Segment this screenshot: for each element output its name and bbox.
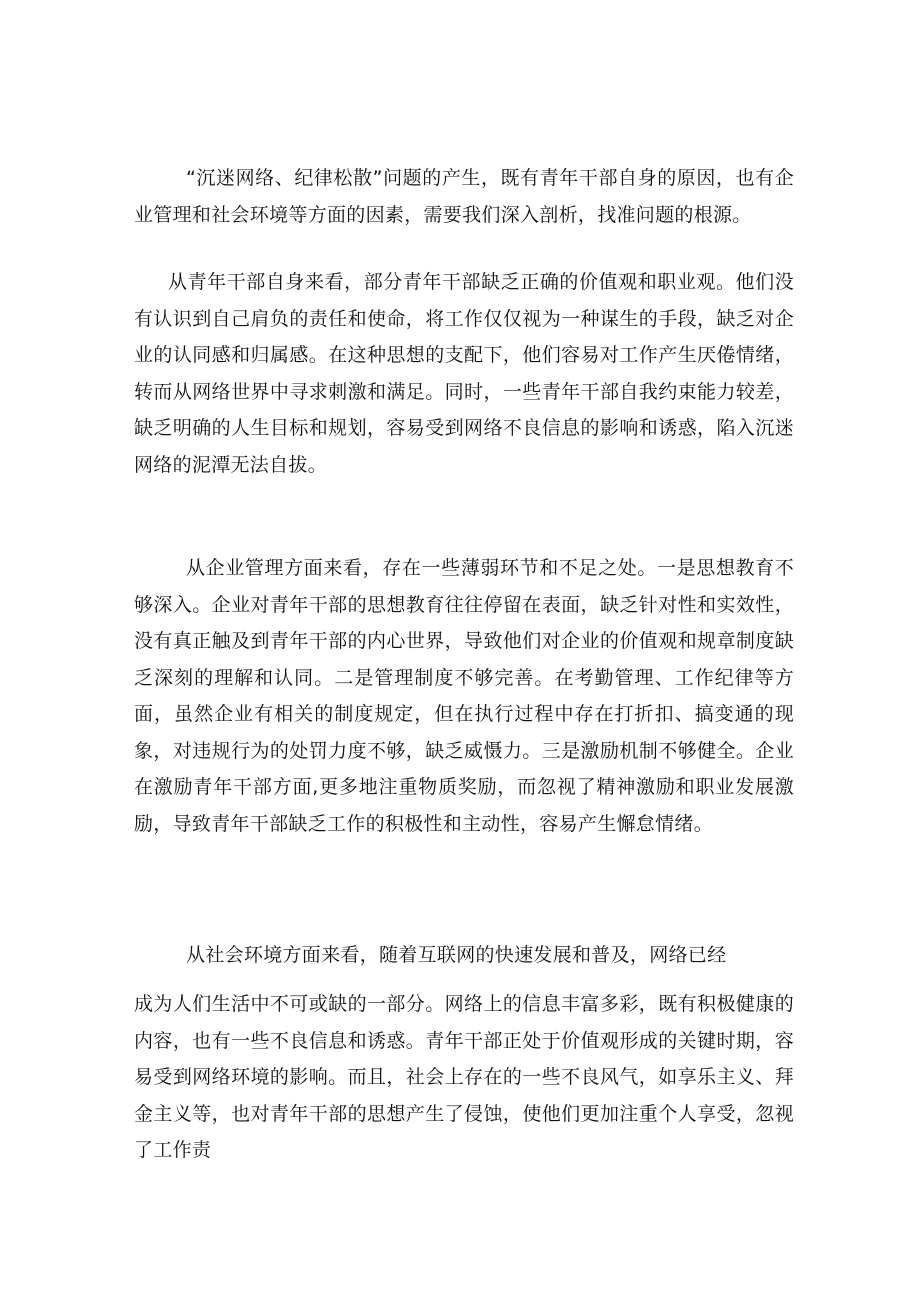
paragraph-problem-origin: “沉迷网络、纪律松散”问题的产生，既有青年干部自身的原因，也有企业管理和社会环境等方面的因素，需要我们深入剖析，找准问题的根源。	[134, 167, 794, 226]
paragraph-management-causes: 从企业管理方面来看，存在一些薄弱环节和不足之处。一是思想教育不够深入。企业对青年干部的思想教育往往停留在表面，缺乏针对性和实效性，没有真正触及到青年干部的内心世界，导致他们对企业的价值观和规章制度缺乏深刻的理解和认同。二是管理制度不够完善。在考勤管理、工作纪律等方面，虽然企业有相关的制度规定，但在执行过程中存在打折扣、搞变通的现象，对违规行为的处罚力度不够，缺乏威慑力。三是激励机制不够健全。企业在激励青年干部方面,更多地注重物质奖励，而忽视了精神激励和职业发展激励，导致青年干部缺乏工作的积极性和主动性，容易产生懈怠情绪。	[134, 557, 794, 835]
paragraph-personal-causes: 从青年干部自身来看，部分青年干部缺乏正确的价值观和职业观。他们没有认识到自己肩负的责任和使命，将工作仅仅视为一种谋生的手段，缺乏对企业的认同感和归属感。在这种思想的支配下，他们容易对工作产生厌倦情绪，转而从网络世界中寻求刺激和满足。同时，一些青年干部自我约束能力较差，缺乏明确的人生目标和规划，容易受到网络不良信息的影响和诱惑，陷入沉迷网络的泥潭无法自拔。	[134, 271, 794, 476]
paragraph-social-environment-intro: 从社会环境方面来看，随着互联网的快速发展和普及，网络已经	[186, 944, 727, 966]
paragraph-social-environment-body: 成为人们生活中不可或缺的一部分。网络上的信息丰富多彩，既有积极健康的内容，也有一些不良信息和诱惑。青年干部正处于价值观形成的关键时期，容易受到网络环境的影响。而且，社会上存在的一些不良风气，如享乐主义、拜金主义等，也对青年干部的思想产生了侵蚀，使他们更加注重个人享受，忽视了工作责	[134, 993, 794, 1161]
